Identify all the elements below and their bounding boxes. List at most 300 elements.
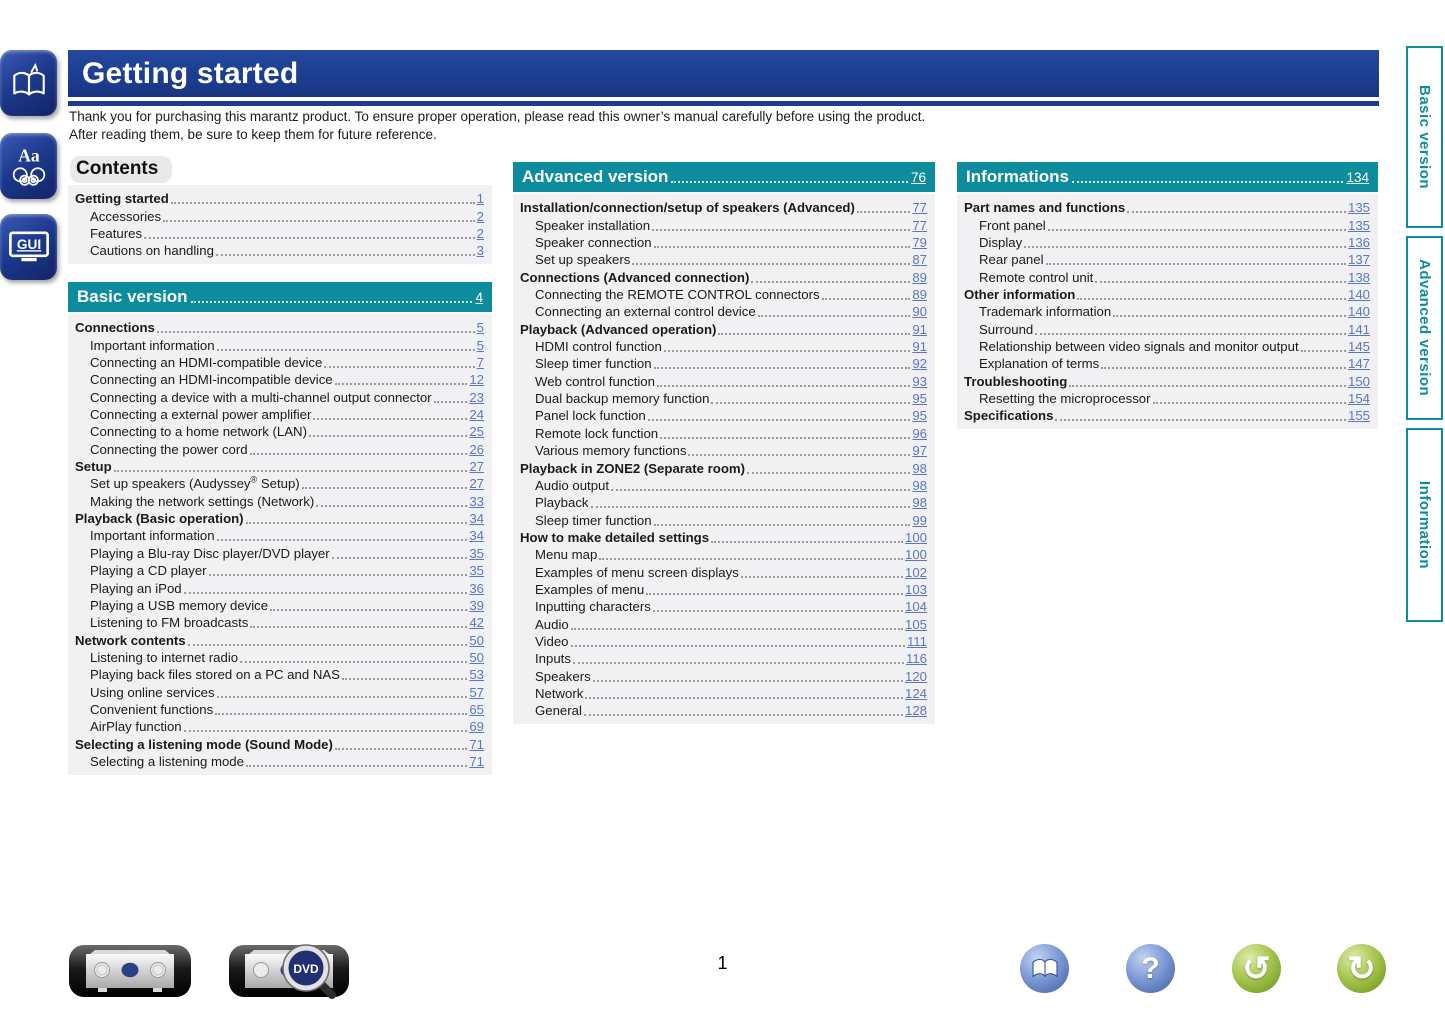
toc-entry-label: Audio output: [535, 477, 610, 493]
toc-entry[interactable]: [964, 251, 1370, 268]
toc-page-link[interactable]: 93: [912, 373, 927, 389]
toc-page-link[interactable]: 91: [912, 321, 927, 337]
dot-leader: [741, 576, 903, 578]
dot-leader: [1153, 402, 1346, 404]
toc-entry[interactable]: [75, 336, 484, 353]
toc-page-link[interactable]: 34: [469, 511, 484, 527]
toc-entry[interactable]: [75, 579, 484, 596]
dot-leader: [599, 558, 903, 560]
dot-leader: [751, 281, 910, 283]
toc-entry-label: Selecting a listening mode (Sound Mode): [75, 736, 333, 752]
glossary-Aa-binoculars-icon: [7, 143, 51, 189]
toc-entry-label: AirPlay function: [90, 719, 182, 735]
section-header-label: Basic version: [77, 287, 188, 306]
toc-entry[interactable]: [520, 650, 927, 667]
toc-entry[interactable]: [75, 319, 484, 336]
toc-page-link[interactable]: 111: [906, 633, 927, 649]
dot-leader: [217, 696, 468, 698]
toc-entry[interactable]: [520, 286, 927, 303]
toc-page-link[interactable]: 89: [912, 287, 927, 303]
dot-leader: [573, 662, 904, 664]
dot-leader: [1077, 298, 1346, 300]
dot-leader: [652, 229, 910, 231]
toc-page-link[interactable]: 89: [912, 269, 927, 285]
toc-page-link[interactable]: 25: [469, 424, 484, 440]
toc-entry[interactable]: [964, 268, 1370, 285]
section-header-label: Advanced version: [522, 167, 669, 186]
toc-entry[interactable]: [520, 303, 927, 320]
toc-page-link[interactable]: 27: [469, 459, 484, 475]
section-header-label: Informations: [966, 167, 1069, 186]
toc-entry[interactable]: [964, 372, 1370, 389]
toc-entry-label: Panel lock function: [535, 408, 646, 424]
toc-page-link[interactable]: 7: [476, 355, 484, 371]
toc-entry-label: Cautions on handling: [90, 243, 214, 259]
dot-leader: [711, 541, 903, 543]
toc-page-link[interactable]: 120: [904, 668, 927, 684]
toc-entry[interactable]: [75, 701, 484, 718]
toc-entry[interactable]: [964, 234, 1370, 251]
toc-page-link[interactable]: 71: [469, 736, 484, 752]
toc-page-link[interactable]: 98: [912, 477, 927, 493]
toc-entry-label: Connecting a device with a multi-channel output connector: [90, 389, 432, 405]
toc-entry[interactable]: [520, 529, 927, 546]
toc-entry[interactable]: [520, 459, 927, 476]
toc-entry-label: Troubleshooting: [964, 373, 1068, 389]
gui-nav-button[interactable]: [0, 214, 57, 280]
toc-page-link[interactable]: 104: [904, 599, 927, 615]
dot-leader: [718, 333, 910, 335]
tab-advanced-version-label: Advanced version: [1416, 259, 1433, 397]
dot-leader: [758, 315, 911, 317]
toc-entry-label: Playing a Blu-ray Disc player/DVD player: [90, 545, 330, 561]
toc-entry[interactable]: [75, 597, 484, 614]
gui-monitor-icon: [6, 226, 52, 268]
toc-page-link[interactable]: 135: [1347, 217, 1370, 233]
toc-entry[interactable]: [520, 702, 927, 719]
toc-entry-label: Menu map: [535, 547, 598, 563]
toc-entry[interactable]: [75, 242, 484, 259]
toc-entry-label: HDMI control function: [535, 339, 662, 355]
dot-leader: [654, 246, 911, 248]
toc-entry[interactable]: [520, 581, 927, 598]
toc-page-link[interactable]: 87: [912, 252, 927, 268]
toc-entry-label: Connecting an HDMI-incompatible device: [90, 372, 333, 388]
toc-page-link[interactable]: 71: [469, 753, 484, 769]
toc-entry-label: Examples of menu screen displays: [535, 564, 739, 580]
toc-page-link[interactable]: 116: [905, 651, 927, 667]
toc-entry-label: Speaker connection: [535, 235, 652, 251]
toc-page-link[interactable]: 3: [476, 243, 484, 259]
toc-page-link[interactable]: 35: [469, 545, 484, 561]
toc-entry-label: Playing back files stored on a PC and NAS: [90, 667, 340, 683]
glossary-nav-button[interactable]: [0, 133, 57, 199]
toc-page-link[interactable]: 136: [1347, 235, 1370, 251]
toc-entry[interactable]: [520, 424, 927, 441]
dot-leader: [664, 350, 911, 352]
toc-entry[interactable]: [964, 355, 1370, 372]
toc-entry-label: Set up speakers (Audyssey® Setup): [90, 475, 300, 492]
dot-leader: [246, 765, 467, 767]
toc-entry-label: Connecting to a home network (LAN): [90, 424, 307, 440]
dot-leader: [270, 609, 467, 611]
toc-page-link[interactable]: 100: [904, 547, 927, 563]
section-page-link[interactable]: 4: [475, 290, 483, 305]
toc-entry-label: Dual backup memory function: [535, 391, 710, 407]
toc-entry-label: Speakers: [535, 668, 591, 684]
toc-entry[interactable]: [964, 390, 1370, 407]
toc-entry[interactable]: [75, 544, 484, 561]
dot-leader: [653, 610, 903, 612]
toc-entry-label: Speaker installation: [535, 217, 651, 233]
toc-page-link[interactable]: 105: [904, 616, 927, 632]
toc-page-link[interactable]: 138: [1347, 269, 1370, 285]
toc-page-link[interactable]: 5: [476, 320, 484, 336]
toc-page-link[interactable]: 34: [469, 528, 484, 544]
page-number: 1: [717, 953, 728, 973]
toc-page-link[interactable]: 137: [1347, 252, 1370, 268]
toc-page-link[interactable]: 145: [1347, 339, 1370, 355]
toc-entry[interactable]: [520, 320, 927, 337]
toc-entry[interactable]: [520, 251, 927, 268]
toc-entry-label: Connections: [75, 320, 155, 336]
toc-entry-label: Connecting a external power amplifier: [90, 407, 312, 423]
dot-leader: [114, 470, 468, 472]
toc-entry[interactable]: [75, 527, 484, 544]
toc-entry[interactable]: [520, 442, 927, 459]
toc-entry[interactable]: [520, 615, 927, 632]
toc-entry-label: Inputting characters: [535, 599, 651, 615]
toc-entry[interactable]: [964, 338, 1370, 355]
toc-entry[interactable]: [520, 268, 927, 285]
toc-entry-label: Playing a USB memory device: [90, 597, 269, 613]
back-button[interactable]: [1232, 944, 1281, 993]
dot-leader: [191, 301, 473, 303]
toc-page-link[interactable]: 135: [1347, 200, 1370, 216]
toc-entry[interactable]: [75, 631, 484, 648]
toc-entry-label: Using online services: [90, 684, 215, 700]
toc-page-link[interactable]: 65: [469, 701, 484, 717]
toc-entry-label: Connecting an HDMI-compatible device: [90, 355, 323, 371]
dot-leader: [188, 644, 468, 646]
contents-heading: Contents: [70, 156, 172, 183]
toc-page-link[interactable]: 95: [912, 391, 927, 407]
toc-entry-label: Sleep timer function: [535, 356, 652, 372]
toc-entry-label: Features: [90, 226, 143, 242]
toc-page-link[interactable]: 100: [904, 529, 927, 545]
toc-page-link[interactable]: 57: [469, 684, 484, 700]
toc-entry-label: How to make detailed settings: [520, 529, 710, 545]
toc-page-link[interactable]: 24: [469, 407, 484, 423]
dot-leader: [1101, 367, 1346, 369]
section-header-informations[interactable]: [957, 162, 1378, 192]
index-button[interactable]: [1020, 944, 1069, 993]
toc-entry-label: Sleep timer function: [535, 512, 652, 528]
toc-entry[interactable]: [75, 371, 484, 388]
toc-page-link[interactable]: 53: [469, 667, 484, 683]
dot-leader: [1113, 315, 1346, 317]
toc-page-link[interactable]: 39: [469, 597, 484, 613]
dot-leader: [434, 401, 468, 403]
dot-leader: [657, 385, 910, 387]
toc-page-link[interactable]: 124: [904, 685, 927, 701]
toc-page-link[interactable]: 92: [912, 356, 927, 372]
toc-page-link[interactable]: 140: [1347, 287, 1370, 303]
toc-entry-label: Part names and functions: [964, 200, 1126, 216]
toc-entry[interactable]: [75, 735, 484, 752]
toc-entry-label: Listening to internet radio: [90, 649, 239, 665]
toc-entry[interactable]: [520, 598, 927, 615]
toc-entry-label: Connecting the REMOTE CONTROL connectors: [535, 287, 820, 303]
toc-entry-label: Getting started: [75, 191, 169, 207]
section-header-advanced-version[interactable]: [513, 162, 935, 192]
toc-entry-label: Trademark information: [979, 304, 1112, 320]
toc-entry[interactable]: [520, 390, 927, 407]
toc-entry[interactable]: [75, 718, 484, 735]
dot-leader: [342, 678, 467, 680]
manual-book-nav-button[interactable]: [0, 50, 57, 116]
dot-leader: [163, 220, 475, 222]
toc-page-link[interactable]: 36: [469, 580, 484, 596]
toc-page-link[interactable]: 154: [1347, 391, 1370, 407]
dot-leader: [688, 454, 910, 456]
toc-entry[interactable]: [75, 510, 484, 527]
page-title: Getting started: [82, 56, 299, 90]
toc-page-link[interactable]: 141: [1347, 321, 1370, 337]
toc-entry-label: Examples of menu: [535, 581, 645, 597]
dot-leader: [316, 505, 467, 507]
tab-information[interactable]: [1406, 428, 1443, 622]
toc-entry[interactable]: [75, 458, 484, 475]
toc-entry-label: Playback (Basic operation): [75, 511, 244, 527]
dot-leader: [1055, 419, 1346, 421]
toc-getting-started-box: [68, 185, 492, 264]
gui-label: GUI: [16, 237, 41, 253]
toc-page-link[interactable]: 2: [476, 208, 484, 224]
dot-leader: [671, 181, 908, 183]
tab-advanced-version[interactable]: [1406, 236, 1443, 420]
dot-leader: [585, 697, 903, 699]
header-divider: [68, 101, 1379, 106]
dot-leader: [217, 539, 468, 541]
toc-entry-label: Display: [979, 235, 1023, 251]
toc-page-link[interactable]: 98: [912, 495, 927, 511]
toc-entry[interactable]: [520, 667, 927, 684]
toc-entry[interactable]: [520, 477, 927, 494]
toc-entry[interactable]: [520, 234, 927, 251]
toc-entry[interactable]: [75, 492, 484, 509]
intro-line-1: Thank you for purchasing this marantz product. To ensure proper operation, please read this owner’s manual carefully before using the product.: [69, 109, 926, 124]
toc-entry[interactable]: [520, 372, 927, 389]
toc-page-link[interactable]: 12: [469, 372, 484, 388]
dot-leader: [157, 331, 475, 333]
toc-page-link[interactable]: 42: [469, 615, 484, 631]
toc-entry[interactable]: [75, 614, 484, 631]
toc-entry-label: Remote lock function: [535, 425, 659, 441]
toc-entry[interactable]: [75, 753, 484, 770]
question-mark-icon: ?: [1141, 951, 1160, 985]
toc-page-link[interactable]: 99: [912, 512, 927, 528]
dot-leader: [215, 713, 467, 715]
dot-leader: [857, 211, 910, 213]
glossary-label: Aa: [17, 145, 40, 166]
dot-leader: [571, 645, 905, 647]
toc-entry[interactable]: [520, 563, 927, 580]
toc-page-link[interactable]: 33: [469, 493, 484, 509]
intro-line-2: After reading them, be sure to keep them for future reference.: [69, 126, 437, 142]
dot-leader: [747, 472, 910, 474]
toc-page-link[interactable]: 103: [904, 581, 927, 597]
toc-entry[interactable]: [75, 423, 484, 440]
toc-entry[interactable]: [75, 649, 484, 666]
dot-leader: [184, 592, 468, 594]
open-book-icon: [8, 62, 50, 104]
toc-entry[interactable]: [520, 407, 927, 424]
toc-entry-label: Important information: [90, 337, 215, 353]
toc-entry-label: Various memory functions: [535, 443, 687, 459]
dot-leader: [250, 626, 467, 628]
toc-entry-label: Setup: [75, 459, 112, 475]
toc-entry[interactable]: [520, 494, 927, 511]
toc-advanced-version-box: [513, 194, 935, 724]
toc-page-link[interactable]: 150: [1347, 373, 1370, 389]
toc-page-link[interactable]: 97: [912, 443, 927, 459]
toc-entry-label: Connecting an external control device: [535, 304, 756, 320]
toc-entry-label: Explanation of terms: [979, 356, 1100, 372]
display-zoom-shortcut-button[interactable]: [228, 941, 358, 1008]
toc-page-link[interactable]: 50: [469, 632, 484, 648]
book-icon: [1030, 956, 1060, 982]
toc-page-link[interactable]: 128: [904, 703, 927, 719]
dot-leader: [1048, 229, 1346, 231]
toc-entry-label: Remote control unit: [979, 269, 1094, 285]
dot-leader: [1127, 211, 1346, 213]
dot-leader: [660, 437, 910, 439]
dot-leader: [1046, 263, 1346, 265]
toc-entry-label: Audio: [535, 616, 569, 632]
toc-page-link[interactable]: 27: [469, 476, 484, 492]
tab-basic-version-label: Basic version: [1416, 84, 1433, 190]
section-page-link[interactable]: 76: [910, 170, 926, 185]
dot-leader: [216, 254, 475, 256]
toc-entry[interactable]: [75, 666, 484, 683]
toc-entry-label: Set up speakers: [535, 252, 631, 268]
toc-entry[interactable]: [964, 286, 1370, 303]
toc-page-link[interactable]: 95: [912, 408, 927, 424]
dot-leader: [648, 419, 911, 421]
section-header-basic-version[interactable]: [68, 282, 492, 312]
toc-page-link[interactable]: 69: [469, 719, 484, 735]
toc-entry[interactable]: [75, 475, 484, 492]
toc-entry[interactable]: [964, 216, 1370, 233]
dot-leader: [611, 489, 910, 491]
toc-page-link[interactable]: 91: [912, 339, 927, 355]
toc-page-link[interactable]: 5: [476, 337, 484, 353]
toc-entry[interactable]: [520, 685, 927, 702]
toc-entry-label: Relationship between video signals and monitor output: [979, 339, 1299, 355]
toc-entry-label: Convenient functions: [90, 701, 214, 717]
dot-leader: [822, 298, 911, 300]
dot-leader: [184, 730, 468, 732]
toc-page-link[interactable]: 98: [912, 460, 927, 476]
toc-entry[interactable]: [520, 355, 927, 372]
toc-entry-label: Network: [535, 685, 584, 701]
toc-page-link[interactable]: 96: [912, 425, 927, 441]
toc-entry[interactable]: [520, 546, 927, 563]
dot-leader: [1072, 181, 1344, 183]
dot-leader: [324, 366, 474, 368]
toc-page-link[interactable]: 1: [476, 191, 484, 207]
tab-basic-version[interactable]: [1406, 46, 1443, 228]
toc-entry[interactable]: [964, 320, 1370, 337]
toc-entry[interactable]: [75, 406, 484, 423]
toc-page-link[interactable]: 77: [912, 217, 927, 233]
dot-leader: [1024, 246, 1346, 248]
toc-page-link[interactable]: 140: [1347, 304, 1370, 320]
toc-entry[interactable]: [520, 633, 927, 650]
dot-leader: [302, 487, 468, 489]
back-arrow-icon: ↺: [1242, 949, 1271, 988]
toc-entry[interactable]: [964, 407, 1370, 424]
toc-entry[interactable]: [75, 440, 484, 457]
toc-entry-label: Important information: [90, 528, 215, 544]
toc-entry-label: Specifications: [964, 408, 1054, 424]
dot-leader: [171, 202, 475, 204]
toc-entry-label: Rear panel: [979, 252, 1044, 268]
forward-button[interactable]: [1337, 944, 1386, 993]
dot-leader: [571, 628, 903, 630]
toc-entry[interactable]: [75, 683, 484, 700]
toc-entry[interactable]: [520, 216, 927, 233]
toc-entry[interactable]: [520, 199, 927, 216]
dot-leader: [591, 506, 911, 508]
toc-page-link[interactable]: 23: [469, 389, 484, 405]
section-page-link[interactable]: 134: [1346, 170, 1369, 185]
toc-entry-label: Playback (Advanced operation): [520, 321, 717, 337]
toc-page-link[interactable]: 147: [1347, 356, 1370, 372]
dot-leader: [332, 557, 468, 559]
toc-entry[interactable]: [75, 354, 484, 371]
toc-entry[interactable]: [520, 338, 927, 355]
toc-page-link[interactable]: 90: [912, 304, 927, 320]
toc-page-link[interactable]: 155: [1347, 408, 1370, 424]
toc-page-link[interactable]: 35: [469, 563, 484, 579]
toc-entry-label: Front panel: [979, 217, 1046, 233]
toc-entry[interactable]: [75, 562, 484, 579]
toc-page-link[interactable]: 77: [912, 200, 927, 216]
intro-paragraph: [69, 108, 1069, 143]
toc-entry[interactable]: [75, 388, 484, 405]
toc-entry[interactable]: [75, 190, 484, 207]
toc-page-link[interactable]: 50: [469, 649, 484, 665]
help-button[interactable]: [1126, 944, 1175, 993]
toc-entry[interactable]: [75, 207, 484, 224]
toc-page-link[interactable]: 26: [469, 441, 484, 457]
toc-page-link[interactable]: 2: [476, 226, 484, 242]
toc-entry-label: Installation/connection/setup of speakers (Advanced): [520, 200, 855, 216]
toc-entry[interactable]: [520, 511, 927, 528]
toc-entry-label: Connections (Advanced connection): [520, 269, 750, 285]
toc-entry[interactable]: [964, 199, 1370, 216]
dot-leader: [646, 593, 903, 595]
toc-page-link[interactable]: 102: [904, 564, 927, 580]
toc-entry[interactable]: [964, 303, 1370, 320]
toc-page-link[interactable]: 79: [912, 235, 927, 251]
dot-leader: [1301, 350, 1346, 352]
toc-informations-box: [957, 194, 1378, 429]
dot-leader: [335, 748, 467, 750]
toc-entry[interactable]: [75, 225, 484, 242]
